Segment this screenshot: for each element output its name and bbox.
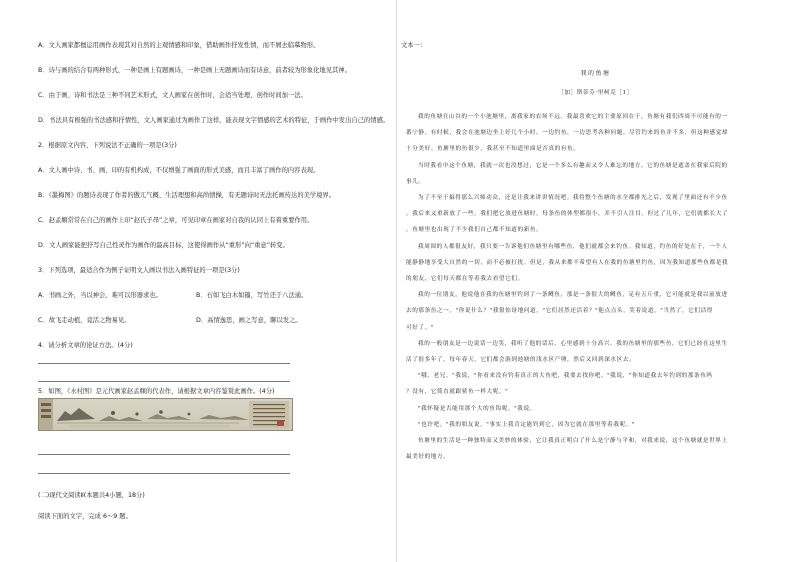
article-paragraph-line: 我的一位朋友，他说他在我的鱼塘里钓到了一条鳟鱼，那是一条很大的鳟鱼，足有五斤重，它可能就是我以前放进 [418, 292, 728, 299]
article-paragraph-line: 鱼塘里的生活是一种独特而又美妙的体验，它让我真正明白了什么是宁静与平和，对我来说，这个鱼塘就是世界上 [418, 438, 728, 444]
option-2c: C．赵孟頫常常在自己的画作上印“赵氏子昂”之章，可见印章在画家对自我的认同上有着重要作用。 [38, 217, 314, 224]
article-paragraph-line: 我的一般朋友是一边说话一边笑，我听了他的话后，心里感到十分高兴。我的鱼塘里的那些鱼，它们已经在这里生 [418, 340, 728, 347]
option-3b: B．石如飞白木如籀，写竹还于八法通。 [196, 292, 308, 299]
article-paragraph-line: 活了很多年了，每年春天，它们都会游到池塘的浅水区产卵，然后又回到深水区去。 [406, 357, 636, 363]
article-paragraph-line: 能静静地享受大自然的一切，而不必被打扰。但是，我从来都不希望有人在我的鱼塘里钓鱼，因为我知道那些鱼都是我 [406, 259, 729, 266]
article-paragraph-line: 最美好的地方。 [406, 454, 450, 461]
question-3: 3．下列选项，最适合作为例子证明文人画以书法入画特征的一项是(3分) [38, 267, 240, 274]
article-paragraph-line: "哦，老兄，"我说，"你看来没有钓着真正的大鱼吧，我要去找你吧。"我说，"你知道我去年钓到的那条鱼吗 [418, 373, 713, 380]
article-paragraph-line: ？没有，它简直就跟鲨鱼一样大呢。" [406, 389, 509, 396]
article-author: ［加］斯蒂芬·里柯克［1］ [558, 90, 633, 96]
section-heading: (二)现代文阅读Ⅱ(本题共4小题，18分) [38, 492, 145, 499]
option-2a: A．文人画中诗、书、画、印的有机构成，不仅增强了画面的形式美感，而且丰富了画作的内容表现。 [38, 167, 320, 174]
question-4: 4．请分析文章的论证方法。(4分) [38, 342, 133, 349]
text-one-label: 文本一： [401, 42, 427, 49]
article-paragraph-line: 当时我看中这个鱼塘，我就一次也没想过，它是一个多么有趣而又令人难忘的地方。它的鱼塘是遮盖在我家后院的 [418, 162, 728, 169]
option-3c: C．故飞走动植，竟活之物易见。 [38, 317, 131, 324]
answer-line[interactable] [38, 363, 290, 364]
article-paragraph-line: 可好了。" [406, 324, 434, 331]
option-2d: D．文人画家能把抒写自己性灵作为画作的最高目标，这使得画作从“重形”向“重意”转变。 [38, 242, 289, 249]
answer-line[interactable] [38, 381, 290, 382]
shuicun-painting-image [38, 398, 293, 431]
question-5: 5．如图，《水村图》是元代画家赵孟頫的代表作，请根据文章内容鉴赏此画作。(4分) [38, 388, 275, 395]
question-2: 2．根据原文内容，下列说法不正确的一项是(3分) [38, 142, 177, 149]
option-2b: B．《墨梅图》的题诗表现了作者的傲兀气概、生活理想和高尚情操，有无题诗时无法托画传达的美学境界。 [38, 192, 336, 199]
article-paragraph-line: 我周围的人都很友好，我只要一告诉他们鱼塘里有哪些鱼，他们就都会来钓鱼。我知道，钓鱼的好处在于，一个人 [418, 243, 728, 250]
article-paragraph-line: "我怀疑是否能用那个大的鱼钩呢。"我说。 [418, 405, 536, 412]
article-paragraph-line: 去的那条鱼之一。"你说什么？"我很惊讶地问道，"它们居然还活着？"他点点头，笑着说道，"当然了，它们活得 [406, 308, 713, 315]
article-paragraph-line: 十分美好。鱼塘里的鱼很少，我甚至不知道里面是否真的有鱼。 [406, 146, 580, 153]
option-1d: D．书法具有极强的书法感和抒情性，文人画家通过为画作了这样，能表现文字情感的艺术的特征，于画作中发出自己的情感。 [38, 117, 390, 124]
article-paragraph-line: 番宁静。有时候，我会在池塘边坐上好几个小时，一边钓鱼，一边思考各种问题。尽管钓来的鱼并不多，但这种感觉却 [406, 130, 729, 137]
option-1a: A．文人画家都擅运用画作表现其对自然的主观情感和印象，借助画作抒发性情，而不屑去临摹物形。 [38, 42, 320, 49]
article-paragraph-line: "也许吧。"我的朋友说，"事实上我肯定能钓到它，因为它就在那里等着我呢。" [418, 421, 636, 428]
answer-line[interactable] [38, 454, 290, 455]
article-paragraph-line: 为了不至于搞得那么兴师动众，还是让我来讲讲情况吧。我将整个鱼塘的水全都排光之后，发现了里面还有不少鱼 [418, 195, 728, 201]
article-title: 我的鱼塘 [580, 70, 611, 77]
article-paragraph-line: 事儿。 [406, 178, 425, 185]
article-paragraph-line: ，鱼塘里也出现了不少我们自己都不知道的新鱼。 [406, 227, 543, 234]
option-1b: B．诗与画的结合有两种形式，一种是画上有题画诗，一种是画上无题画诗而有诗意，前者较为形象化地见其神。 [38, 67, 351, 74]
option-3a: A．书画之外，当以神会，难可以形器求也。 [38, 292, 162, 299]
option-1c: C．由于画、诗和书法是三种不同艺术形式，文人画家在创作时，会适当处理，创作时间加一法。 [38, 92, 307, 99]
answer-line[interactable] [38, 473, 290, 474]
article-paragraph-line: 。我后来又重新放了一些。我们把它放进鱼塘时，每条鱼的体型都很小，并不引人注目。但过了几年，它们就都长大了 [406, 211, 729, 218]
article-paragraph-line: 我的鱼塘在山谷的一个小池塘里，离我家的农场不远。我最喜欢它的主要原因在于，鱼塘有我们四周不可能有的一 [418, 114, 728, 120]
option-3d: D．高情逸思，画之写意，聊以发之。 [196, 317, 302, 324]
right-column [397, 0, 794, 562]
reading-instruction: 阅读下面的文字，完成 6～9 题。 [38, 513, 132, 520]
article-paragraph-line: 的朋友，它们每天都在等着我去看望它们。 [406, 276, 524, 282]
